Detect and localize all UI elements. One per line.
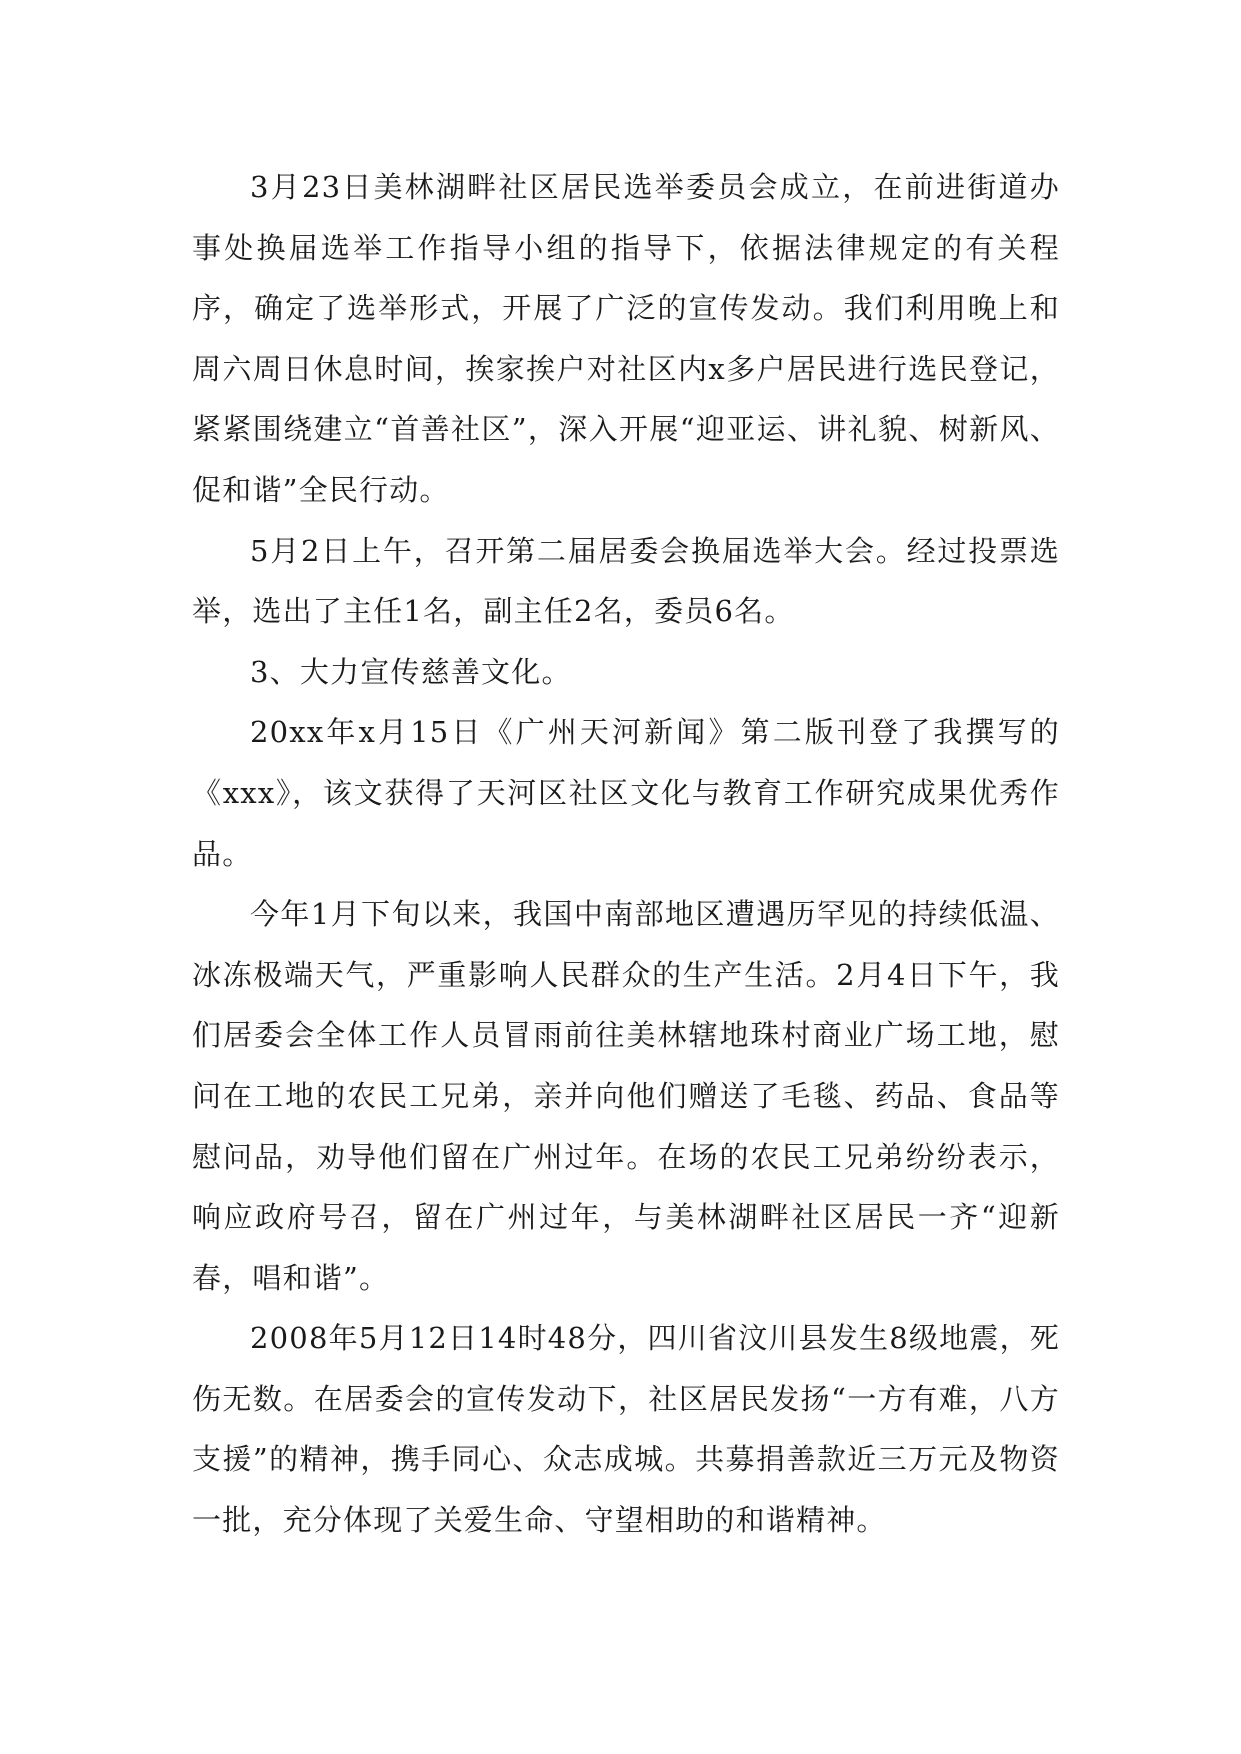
paragraph-news-article: 20xx年x月15日《广州天河新闻》第二版刊登了我撰写的《xxx》，该文获得了天河区社区文化与教育工作研究成果优秀作品。 <box>192 715 1060 871</box>
document-body <box>192 157 1060 1551</box>
paragraph-section-heading: 3、大力宣传慈善文化。 <box>250 654 572 689</box>
paragraph-earthquake-donation: 2008年5月12日14时48分，四川省汶川县发生8级地震，死伤无数。在居委会的宣传发动下，社区居民发扬“一方有难，八方支援”的精神，携手同心、众志成城。共募捐善款近三万元及物资一批，充分体现了关爱生命、守望相助的和谐精神。 <box>192 1321 1060 1538</box>
paragraph-election-meeting: 5月2日上午，召开第二届居委会换届选举大会。经过投票选举，选出了主任1名，副主任2名，委员6名。 <box>192 533 1060 629</box>
paragraph-winter-visit: 今年1月下旬以来，我国中南部地区遭遇历罕见的持续低温、冰冻极端天气，严重影响人民群众的生产生活。2月4日下午，我们居委会全体工作人员冒雨前往美林辖地珠村商业广场工地，慰问在工地的农民工兄弟，亲并向他们赠送了毛毯、药品、食品等慰问品，劝导他们留在广州过年。在场的农民工兄弟纷纷表示，响应政府号召，留在广州过年，与美林湖畔社区居民一齐“迎新春，唱和谐”。 <box>192 897 1060 1295</box>
paragraph-election-committee: 3月23日美林湖畔社区居民选举委员会成立，在前进街道办事处换届选举工作指导小组的指导下，依据法律规定的有关程序，确定了选举形式，开展了广泛的宣传发动。我们利用晚上和周六周日休息时间，挨家挨户对社区内x多户居民进行选民登记，紧紧围绕建立“首善社区”，深入开展“迎亚运、讲礼貌、树新风、促和谐”全民行动。 <box>192 170 1060 507</box>
